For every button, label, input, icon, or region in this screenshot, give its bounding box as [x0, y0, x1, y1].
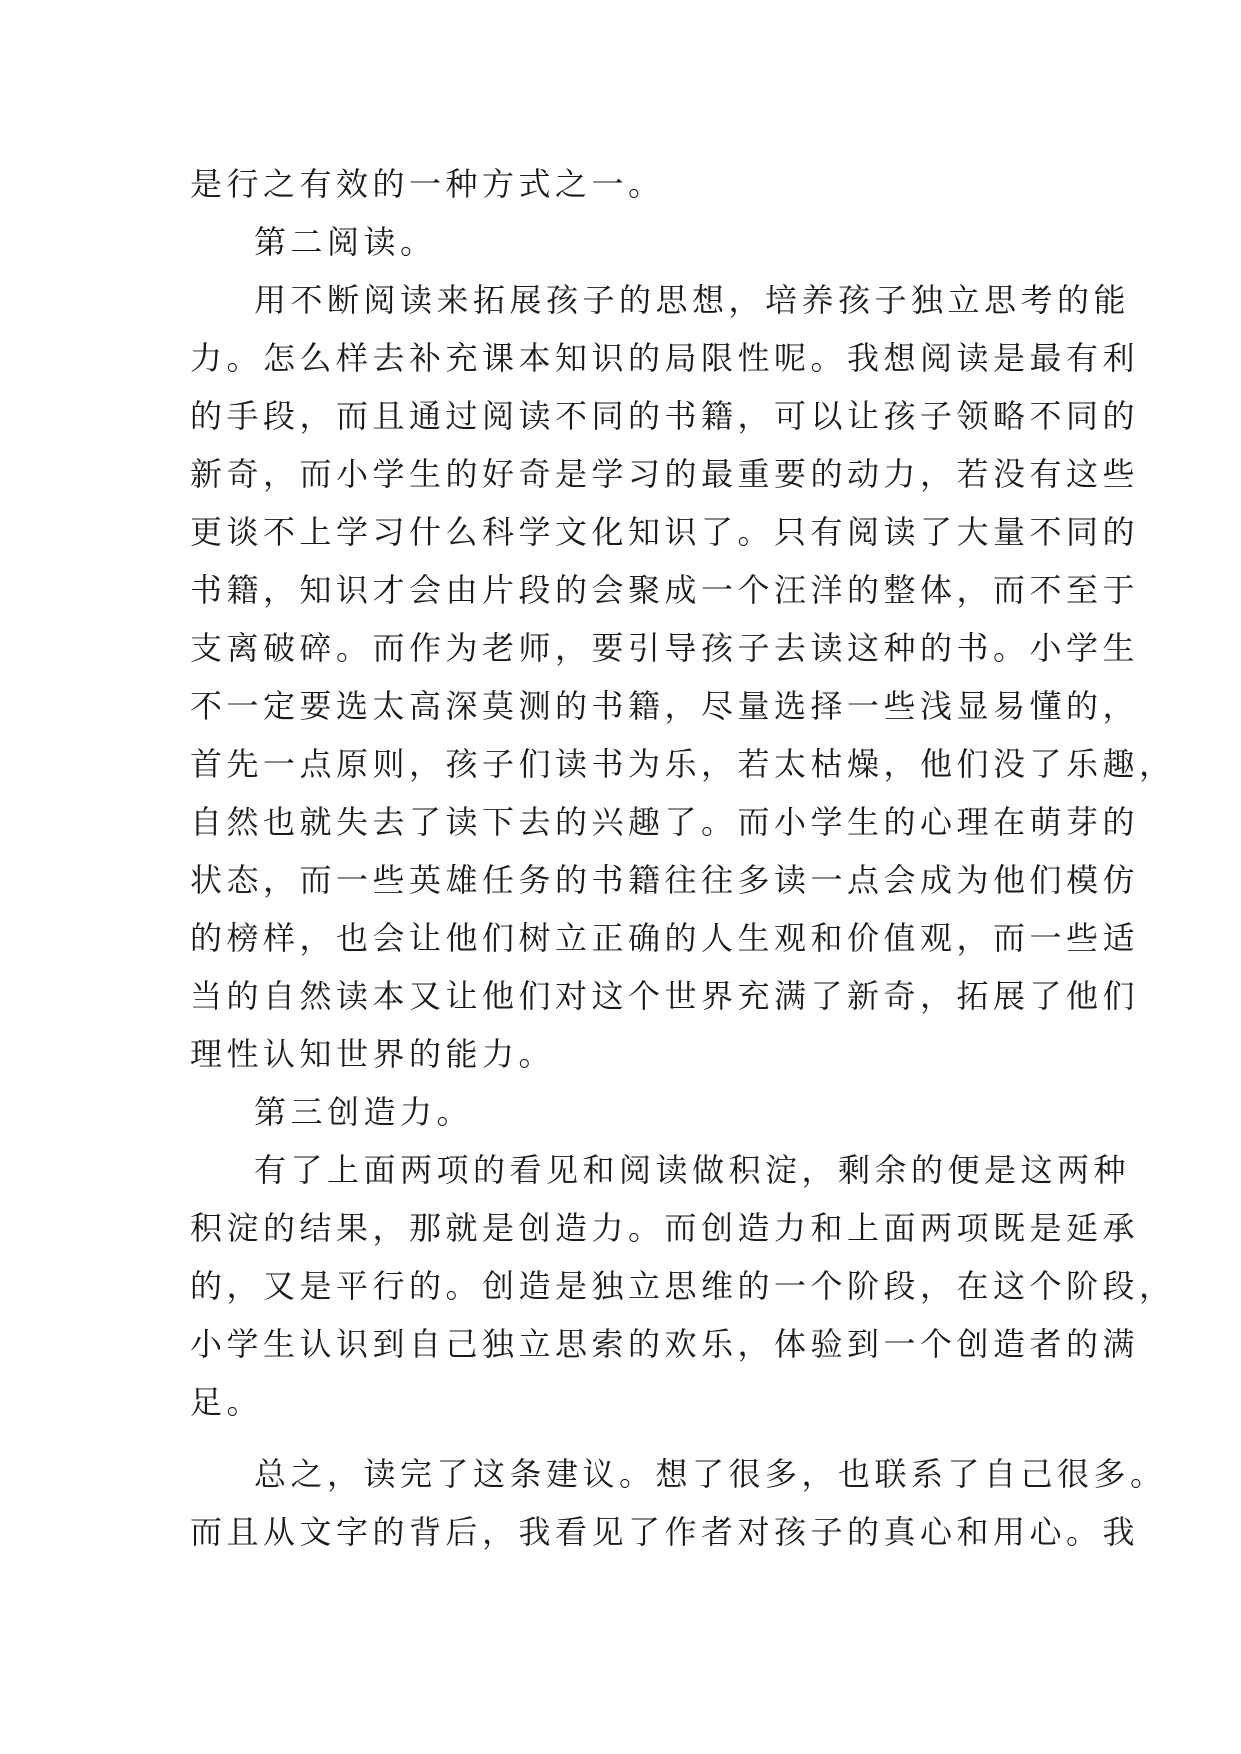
text-line: 小学生认识到自己独立思索的欢乐，体验到一个创造者的满 — [190, 1325, 1140, 1363]
text-line: 新奇，而小学生的好奇是学习的最重要的动力，若没有这些 — [190, 455, 1140, 493]
section-heading: 第三创造力。 — [254, 1093, 474, 1131]
text-line: 积淀的结果，那就是创造力。而创造力和上面两项既是延承 — [190, 1209, 1140, 1247]
text-line: 足。 — [190, 1383, 264, 1421]
text-line: 状态，而一些英雄任务的书籍往往多读一点会成为他们模仿 — [190, 861, 1140, 899]
text-line: 更谈不上学习什么科学文化知识了。只有阅读了大量不同的 — [190, 513, 1140, 551]
text-line: 而且从文字的背后，我看见了作者对孩子的真心和用心。我 — [190, 1513, 1140, 1551]
text-line: 书籍，知识才会由片段的会聚成一个汪洋的整体，而不至于 — [190, 571, 1140, 609]
text-line: 的，又是平行的。创造是独立思维的一个阶段，在这个阶段， — [190, 1267, 1176, 1305]
text-line: 用不断阅读来拓展孩子的思想，培养孩子独立思考的能 — [254, 281, 1131, 319]
text-line: 总之，读完了这条建议。想了很多，也联系了自己很多。 — [254, 1455, 1167, 1493]
text-line: 不一定要选太高深莫测的书籍，尽量选择一些浅显易懂的， — [190, 687, 1140, 725]
text-line: 的榜样，也会让他们树立正确的人生观和价值观，而一些适 — [190, 919, 1140, 957]
text-line: 首先一点原则，孩子们读书为乐，若太枯燥，他们没了乐趣， — [190, 745, 1176, 783]
text-line: 力。怎么样去补充课本知识的局限性呢。我想阅读是最有利 — [190, 339, 1140, 377]
text-line: 的手段，而且通过阅读不同的书籍，可以让孩子领略不同的 — [190, 397, 1140, 435]
text-line: 是行之有效的一种方式之一。 — [190, 165, 665, 203]
section-heading: 第二阅读。 — [254, 223, 437, 261]
text-line: 当的自然读本又让他们对这个世界充满了新奇，拓展了他们 — [190, 977, 1140, 1015]
text-line: 自然也就失去了读下去的兴趣了。而小学生的心理在萌芽的 — [190, 803, 1140, 841]
text-line: 有了上面两项的看见和阅读做积淀，剩余的便是这两种 — [254, 1151, 1131, 1189]
text-line: 理性认知世界的能力。 — [190, 1035, 556, 1073]
text-line: 支离破碎。而作为老师，要引导孩子去读这种的书。小学生 — [190, 629, 1140, 667]
